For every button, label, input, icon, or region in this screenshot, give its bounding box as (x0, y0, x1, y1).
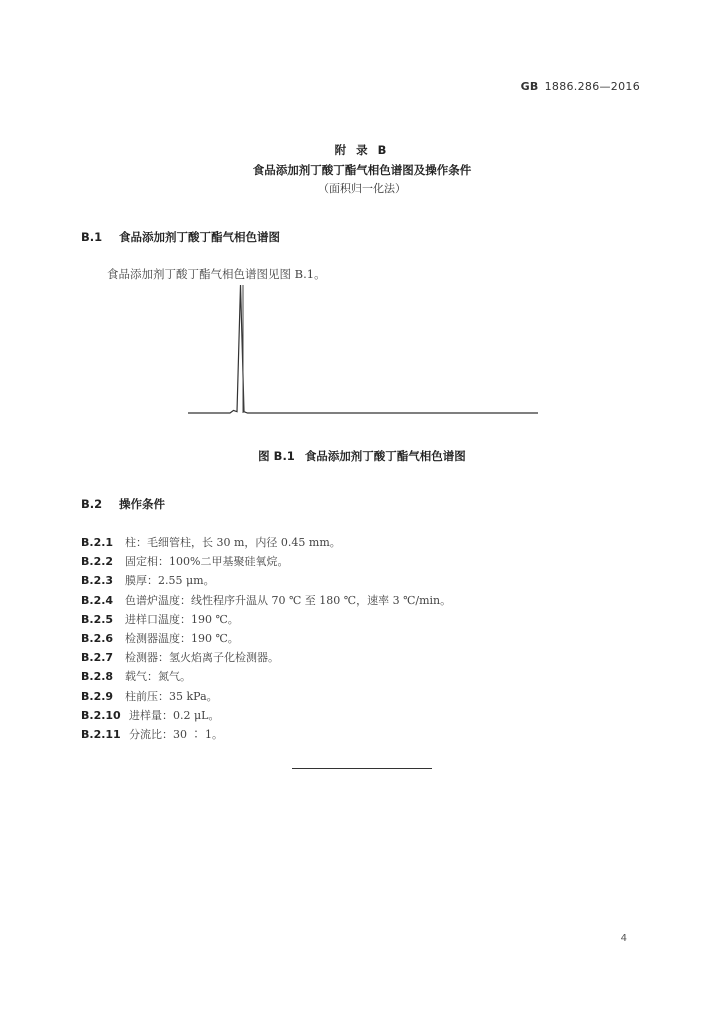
condition-text: 检测器温度：190 ℃。 (125, 631, 239, 645)
condition-item (81, 667, 451, 686)
condition-text: 分流比：30 ∶ 1。 (129, 727, 223, 741)
chromatogram-chart (186, 282, 542, 422)
condition-item (81, 610, 451, 629)
figure-caption (0, 448, 724, 464)
section-b1-heading (81, 229, 280, 245)
standard-prefix: GB (520, 80, 539, 93)
section-b1-paragraph: 食品添加剂丁酸丁酯气相色谱图见图 B.1。 (107, 267, 326, 281)
condition-text: 固定相：100%二甲基聚硅氧烷。 (125, 555, 289, 569)
section-b2-heading (81, 496, 165, 512)
condition-item (81, 571, 451, 590)
section-b2-number: B.2 (81, 497, 103, 511)
condition-text: 进样量：0.2 μL。 (129, 708, 220, 722)
condition-item (81, 552, 451, 571)
condition-text: 色谱炉温度：线性程序升温从 70 ℃ 至 180 ℃，速率 3 ℃/min。 (125, 593, 452, 607)
operating-conditions-list (81, 533, 451, 744)
appendix-title: 食品添加剂丁酸丁酯气相色谱图及操作条件 (252, 163, 472, 177)
page-number: 4 (620, 933, 627, 944)
condition-number: B.2.5 (81, 612, 114, 626)
end-rule (292, 768, 432, 769)
appendix-subtitle: （面积归一化法） (318, 182, 406, 195)
condition-item (81, 725, 451, 744)
condition-item (81, 648, 451, 667)
chromatogram-trace (188, 285, 538, 413)
condition-text: 膜厚：2.55 μm。 (125, 574, 215, 588)
condition-text: 进样口温度：190 ℃。 (125, 612, 239, 626)
standard-header (521, 80, 640, 93)
condition-item (81, 706, 451, 725)
chromatogram-line (188, 285, 538, 413)
section-b2-title: 操作条件 (119, 497, 165, 511)
condition-item (81, 533, 451, 552)
condition-number: B.2.10 (81, 708, 121, 722)
condition-number: B.2.4 (81, 593, 114, 607)
standard-number: 1886.286—2016 (544, 80, 640, 93)
appendix-title-block (0, 141, 724, 198)
figure-caption-text: 食品添加剂丁酸丁酯气相色谱图 (304, 449, 466, 463)
section-b1-number: B.1 (81, 230, 103, 244)
condition-number: B.2.3 (81, 574, 114, 588)
appendix-label: 附 录 B (334, 143, 390, 157)
condition-number: B.2.11 (81, 727, 121, 741)
condition-item (81, 629, 451, 648)
condition-number: B.2.6 (81, 631, 114, 645)
condition-text: 载气：氮气。 (125, 670, 191, 684)
figure-number: 图 B.1 (258, 449, 295, 463)
condition-number: B.2.1 (81, 536, 114, 549)
condition-text: 柱：毛细管柱，长 30 m，内径 0.45 mm。 (125, 536, 341, 549)
condition-number: B.2.2 (81, 555, 114, 569)
condition-text: 柱前压：35 kPa。 (125, 689, 218, 703)
condition-number: B.2.9 (81, 689, 114, 703)
condition-text: 检测器：氢火焰离子化检测器。 (125, 651, 279, 665)
condition-item (81, 687, 451, 706)
section-b1-title: 食品添加剂丁酸丁酯气相色谱图 (119, 230, 280, 244)
condition-item (81, 591, 451, 610)
condition-number: B.2.7 (81, 651, 114, 665)
condition-number: B.2.8 (81, 670, 114, 684)
